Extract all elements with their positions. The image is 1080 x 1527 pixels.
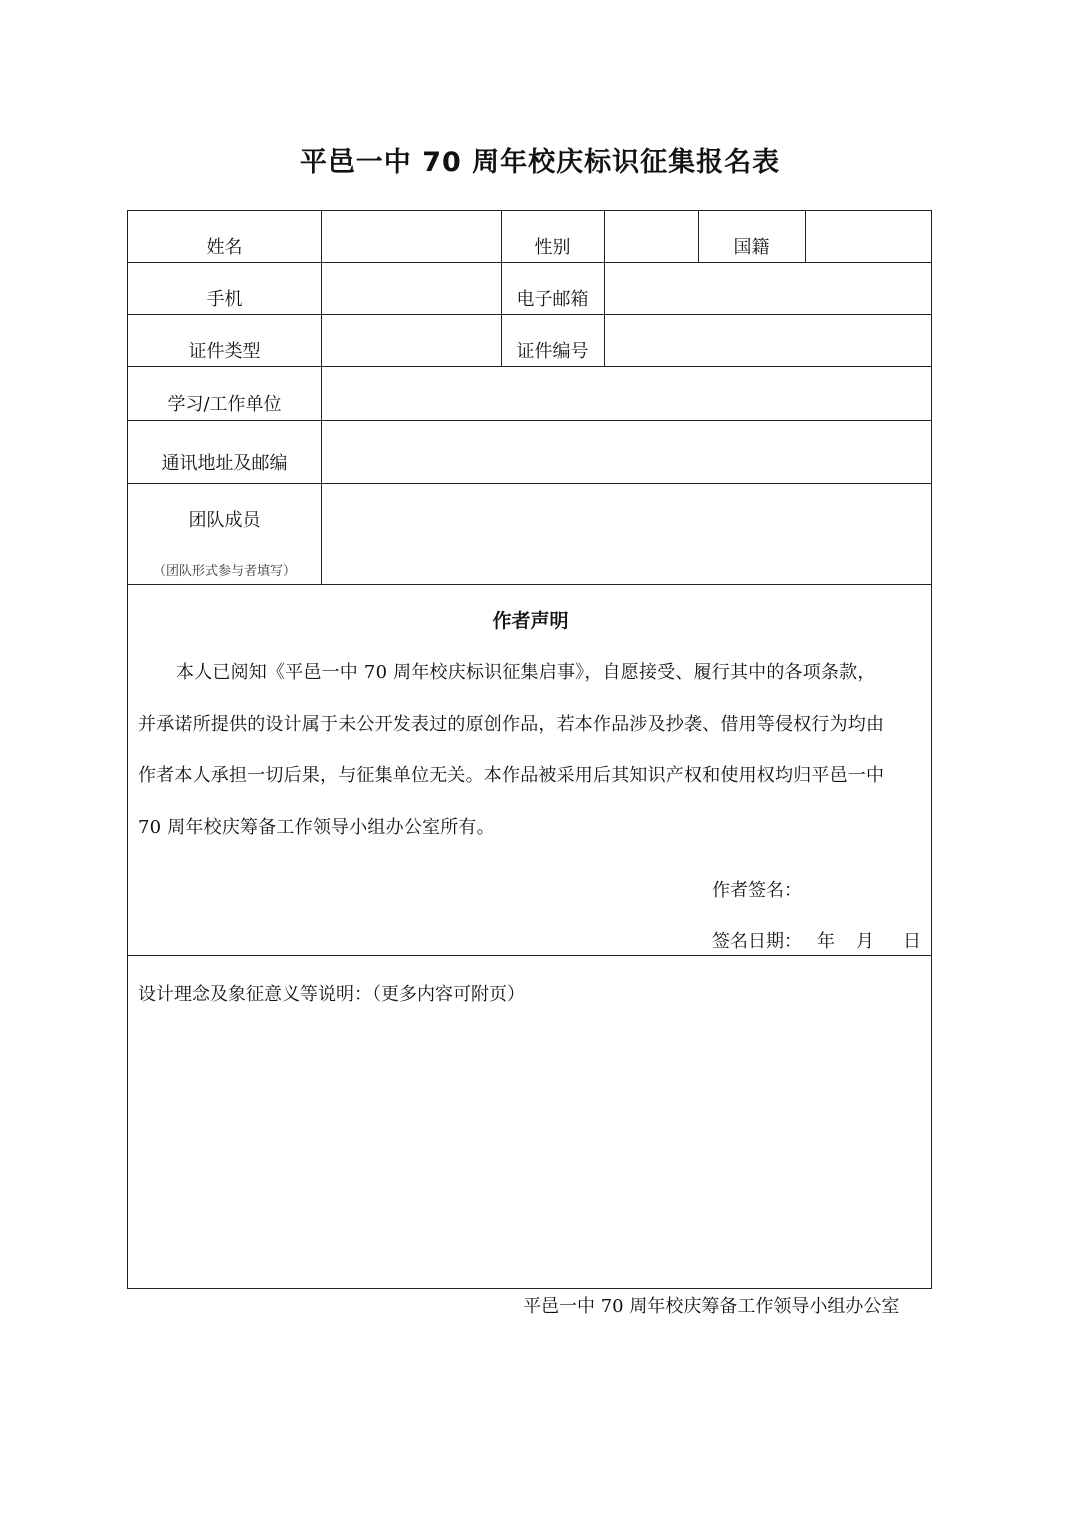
id-number-label: 证件编号 bbox=[516, 341, 589, 362]
date-label: 签名日期： bbox=[712, 931, 802, 952]
workplace-label: 学习/工作单位 bbox=[167, 394, 282, 415]
row-divider bbox=[128, 262, 931, 263]
declaration-title: 作者声明 bbox=[492, 610, 569, 632]
registration-form-table bbox=[127, 210, 932, 1289]
row-divider bbox=[128, 955, 931, 956]
declaration-line: 本人已阅知《平邑一中 70 周年校庆标识征集启事》，自愿接受、履行其中的各项条款， bbox=[176, 662, 876, 683]
date-month: 月 bbox=[856, 931, 874, 952]
id-type-label: 证件类型 bbox=[188, 341, 261, 362]
design-note-label: 设计理念及象征意义等说明：（更多内容可附页） bbox=[138, 984, 525, 1005]
row-divider bbox=[128, 584, 931, 585]
column-divider bbox=[604, 211, 605, 366]
row-divider bbox=[128, 420, 931, 421]
column-divider bbox=[805, 211, 806, 262]
gender-label: 性别 bbox=[534, 237, 571, 258]
declaration-line: 作者本人承担一切后果，与征集单位无关。本作品被采用后其知识产权和使用权均归平邑一中 bbox=[138, 765, 885, 786]
column-divider bbox=[321, 211, 322, 584]
declaration-line: 并承诺所提供的设计属于未公开发表过的原创作品，若本作品涉及抄袭、借用等侵权行为均由 bbox=[138, 714, 885, 735]
signature-label: 作者签名： bbox=[712, 880, 802, 901]
footer-organization: 平邑一中 70 周年校庆筹备工作领导小组办公室 bbox=[523, 1296, 900, 1317]
row-divider bbox=[128, 483, 931, 484]
row-divider bbox=[128, 366, 931, 367]
date-day: 日 bbox=[903, 931, 921, 952]
date-year: 年 bbox=[817, 931, 835, 952]
email-label: 电子邮箱 bbox=[516, 289, 589, 310]
phone-label: 手机 bbox=[206, 289, 243, 310]
row-divider bbox=[128, 314, 931, 315]
address-label: 通讯地址及邮编 bbox=[161, 453, 288, 474]
page-title: 平邑一中 70 周年校庆标识征集报名表 bbox=[299, 147, 781, 178]
name-label: 姓名 bbox=[206, 237, 243, 258]
team-members-label: 团队成员 bbox=[188, 510, 261, 531]
declaration-line: 70 周年校庆筹备工作领导小组办公室所有。 bbox=[138, 817, 495, 838]
nationality-label: 国籍 bbox=[733, 237, 770, 258]
team-members-note: （团队形式参与者填写） bbox=[152, 564, 296, 579]
